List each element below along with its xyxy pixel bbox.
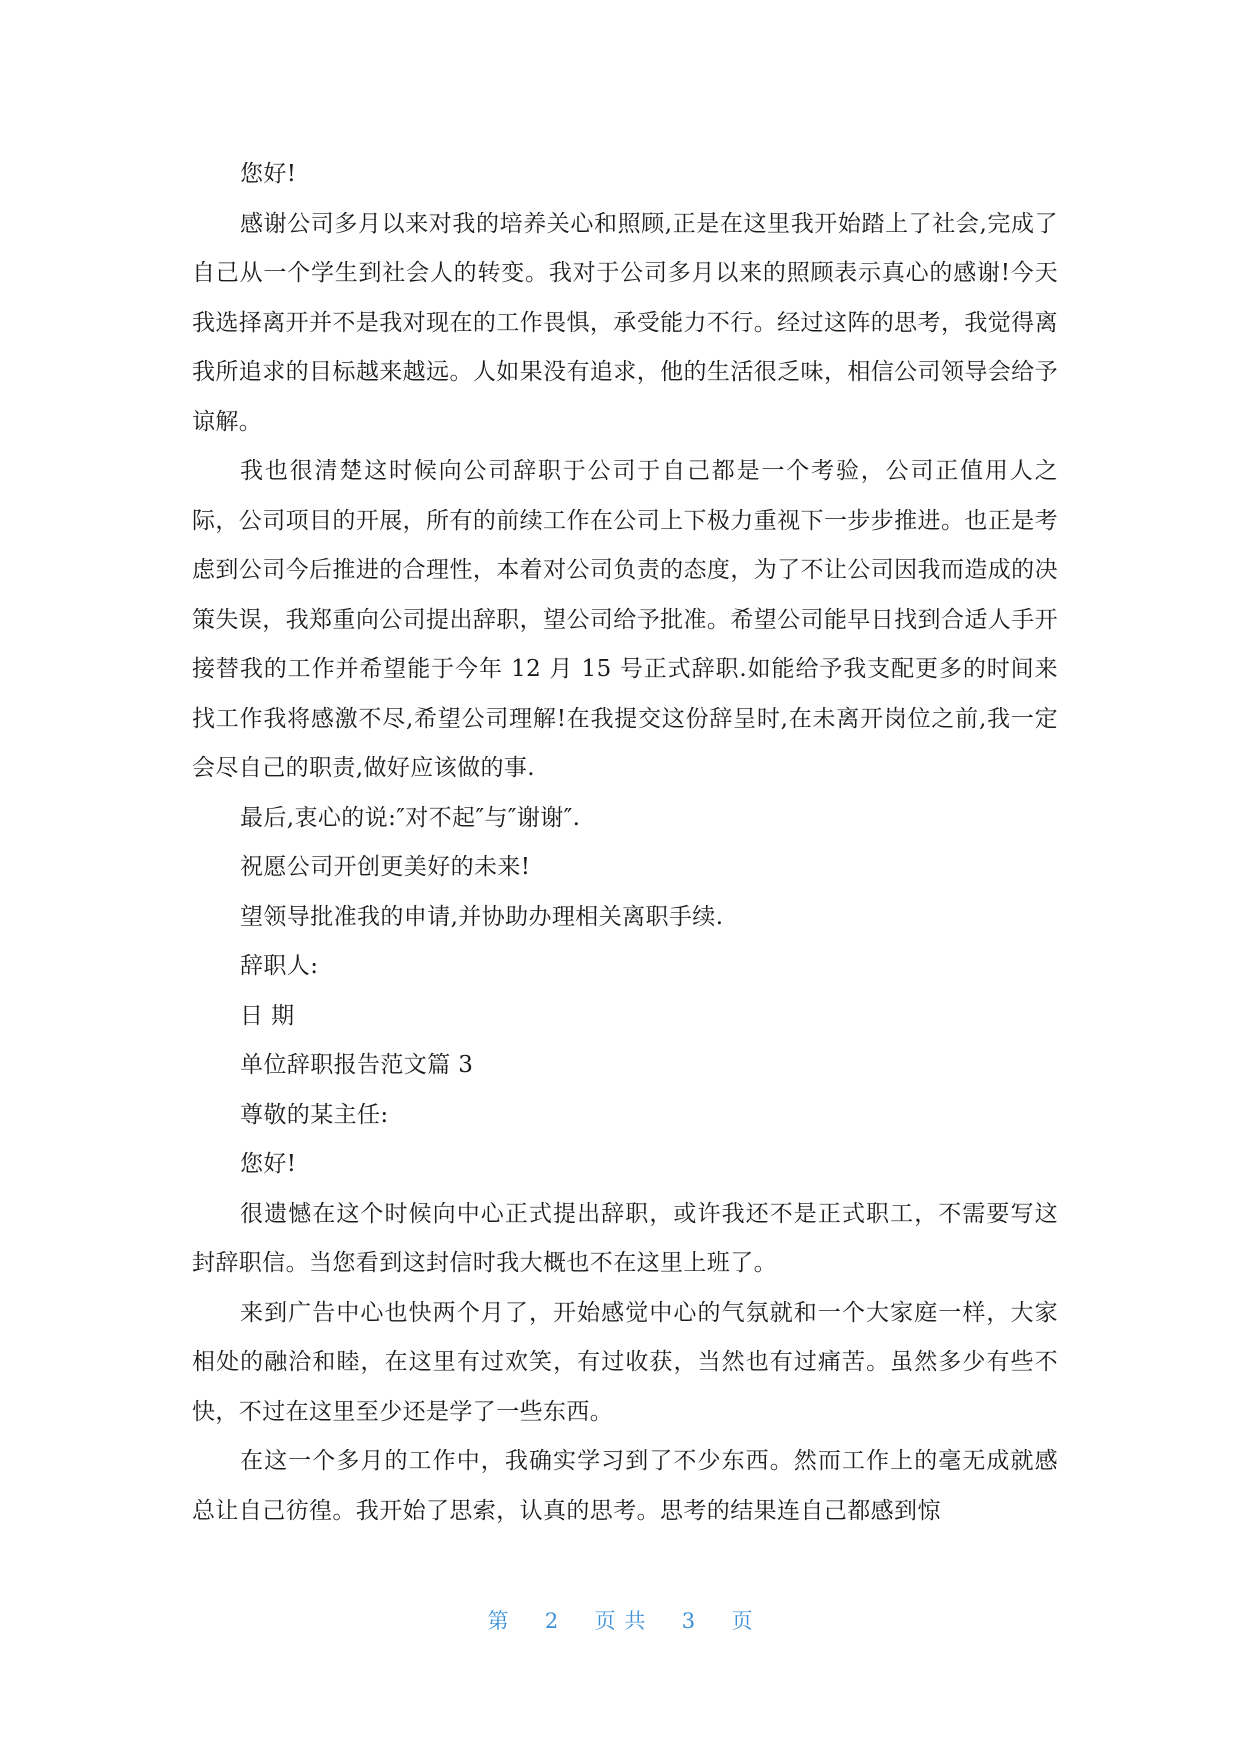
footer-middle: 页 共 [594,1609,647,1633]
footer-prefix: 第 [487,1609,510,1633]
footer-suffix: 页 [731,1609,754,1633]
salutation: 尊敬的某主任: [240,1101,389,1128]
paragraph-experience: 来到广告中心也快两个月了，开始感觉中心的气氛就和一个大家庭一样，大家相处的融洽和睦，在这里有过欢笑，有过收获，当然也有过痛苦。虽然多少有些不快，不过在这里至少还是学了一些东西。 [192,1299,1058,1425]
paragraph-resignation-reason: 我也很清楚这时候向公司辞职于公司于自己都是一个考验，公司正值用人之际，公司项目的开展，所有的前续工作在公司上下极力重视下一步步推进。也正是考虑到公司今后推进的合理性，本着对公司负责的态度，为了不让公司因我而造成的决策失误，我郑重向公司提出辞职，望公司给予批准。希望公司能早日找到合适人手开接替我的工作并希望能于今年 12 月 15 号正式辞职.如能给予我支配更多的时间来找工作我将感激不尽,希望公司理解!在我提交这份辞呈时,在未离开岗位之前,我一定会尽自己的职责,做好应该做的事. [192,458,1058,781]
paragraph-thanks: 感谢公司多月以来对我的培养关心和照顾,正是在这里我开始踏上了社会,完成了自己从一个学生到社会人的转变。我对于公司多月以来的照顾表示真心的感谢!今天我选择离开并不是我对现在的工作畏惧，承受能力不行。经过这阵的思考，我觉得离我所追求的目标越来越远。人如果没有追求，他的生活很乏味，相信公司领导会给予谅解。 [192,210,1058,435]
paragraph-reflection: 在这一个多月的工作中，我确实学习到了不少东西。然而工作上的毫无成就感总让自己彷徨。我开始了思索，认真的思考。思考的结果连自己都感到惊 [192,1448,1058,1524]
page-number-footer [0,1605,1241,1635]
greeting: 您好! [240,161,297,187]
footer-current-page: 2 [544,1609,560,1633]
signature-label: 辞职人: [240,953,319,979]
section-heading: 单位辞职报告范文篇 3 [240,1052,474,1078]
paragraph-request: 望领导批准我的申请,并协助办理相关离职手续. [240,903,724,930]
paragraph-closing-thanks: 最后,衷心的说:″对不起″与″谢谢″. [240,804,581,831]
footer-total-pages: 3 [681,1609,697,1633]
greeting-2: 您好! [240,1151,297,1177]
date-label: 日 期 [240,1002,295,1029]
paragraph-wishes: 祝愿公司开创更美好的未来! [240,854,531,880]
document-body [192,150,1058,1536]
paragraph-regret: 很遗憾在这个时候向中心正式提出辞职，或许我还不是正式职工，不需要写这封辞职信。当您看到这封信时我大概也不在这里上班了。 [192,1200,1058,1276]
